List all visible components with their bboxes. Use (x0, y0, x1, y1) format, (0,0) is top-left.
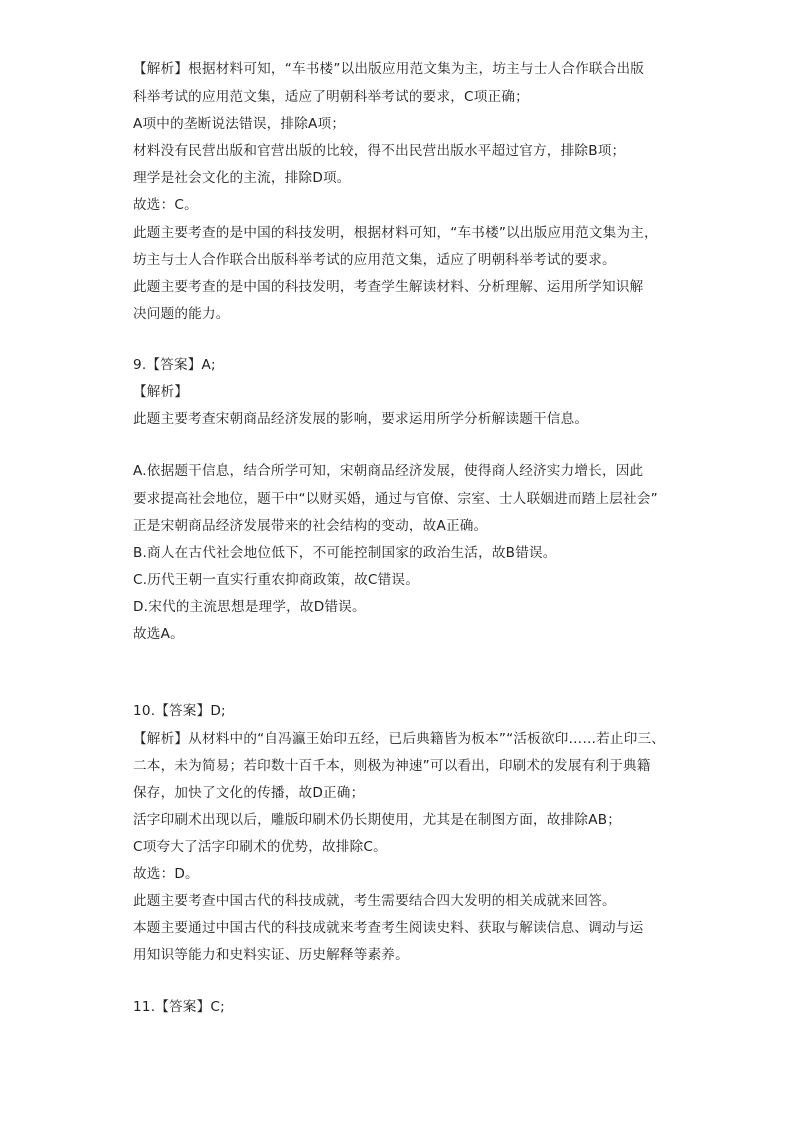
text-line: 材料没有民营出版和官营出版的比较，得不出民营出版水平超过官方，排除B项； (133, 143, 626, 159)
answer-heading: 10.【答案】D; (133, 703, 226, 719)
text-line: 科举考试的应用范文集，适应了明朝科举考试的要求，C项正确； (133, 89, 529, 105)
text-line: C.历代王朝一直实行重农抑商政策，故C错误。 (133, 572, 419, 588)
text-line: 此题主要考查的是中国的科技发明，根据材料可知，“车书楼”以出版应用范文集为主， (133, 225, 658, 241)
text-line: 保存，加快了文化的传播，故D正确； (133, 785, 365, 801)
text-line: 故选A。 (133, 626, 184, 642)
answer-heading: 9.【答案】A; (133, 357, 216, 373)
answer-heading: 11.【答案】C; (133, 999, 225, 1015)
text-line: 理学是社会文化的主流，排除D项。 (133, 170, 351, 186)
text-line: 要求提高社会地位，题干中“以财买婚，通过与官僚、宗室、士人联姻进而踏上层社会” (133, 491, 658, 507)
text-line: A.依据题干信息，结合所学可知，宋朝商品经济发展，使得商人经济实力增长，因此 (133, 463, 644, 479)
text-line: 【解析】从材料中的“自冯瀛王始印五经，已后典籍皆为板本”“活板欲印……若止印三、 (133, 731, 666, 747)
text-line: D.宋代的主流思想是理学，故D错误。 (133, 599, 366, 615)
text-line: 坊主与士人合作联合出版科举考试的应用范文集，适应了明朝科举考试的要求。 (133, 252, 616, 268)
text-line: 活字印刷术出现以后，雕版印刷术仍长期使用，尤其是在制图方面，故排除AB； (133, 812, 622, 828)
text-line: B.商人在古代社会地位低下，不可能控制国家的政治生活，故B错误。 (133, 545, 557, 561)
text-line: 此题主要考查宋朝商品经济发展的影响，要求运用所学分析解读题干信息。 (133, 411, 589, 427)
text-line: 此题主要考查的是中国的科技发明，考查学生解读材料、分析理解、运用所学知识解 (133, 279, 644, 295)
text-line: 正是宋朝商品经济发展带来的社会结构的变动，故A正确。 (133, 518, 488, 534)
text-line: A项中的垄断说法错误，排除A项； (133, 116, 346, 132)
text-line: 此题主要考查中国古代的科技成就，考生需要结合四大发明的相关成就来回答。 (133, 893, 616, 909)
text-line: 决问题的能力。 (133, 306, 230, 322)
text-line: 二本，未为简易；若印数十百千本，则极为神速”可以看出，印刷术的发展有利于典籍 (133, 758, 651, 774)
analysis-heading: 【解析】 (133, 384, 189, 400)
text-line: 用知识等能力和史料实证、历史解释等素养。 (133, 947, 409, 963)
text-line: 故选：C。 (133, 197, 198, 213)
text-line: 故选：D。 (133, 866, 199, 882)
text-line: 本题主要通过中国古代的科技成就来考查考生阅读史料、获取与解读信息、调动与运 (133, 920, 644, 936)
text-line: 【解析】根据材料可知，“车书楼”以出版应用范文集为主，坊主与士人合作联合出版 (133, 61, 645, 77)
text-line: C项夸大了活字印刷术的优势，故排除C。 (133, 839, 387, 855)
